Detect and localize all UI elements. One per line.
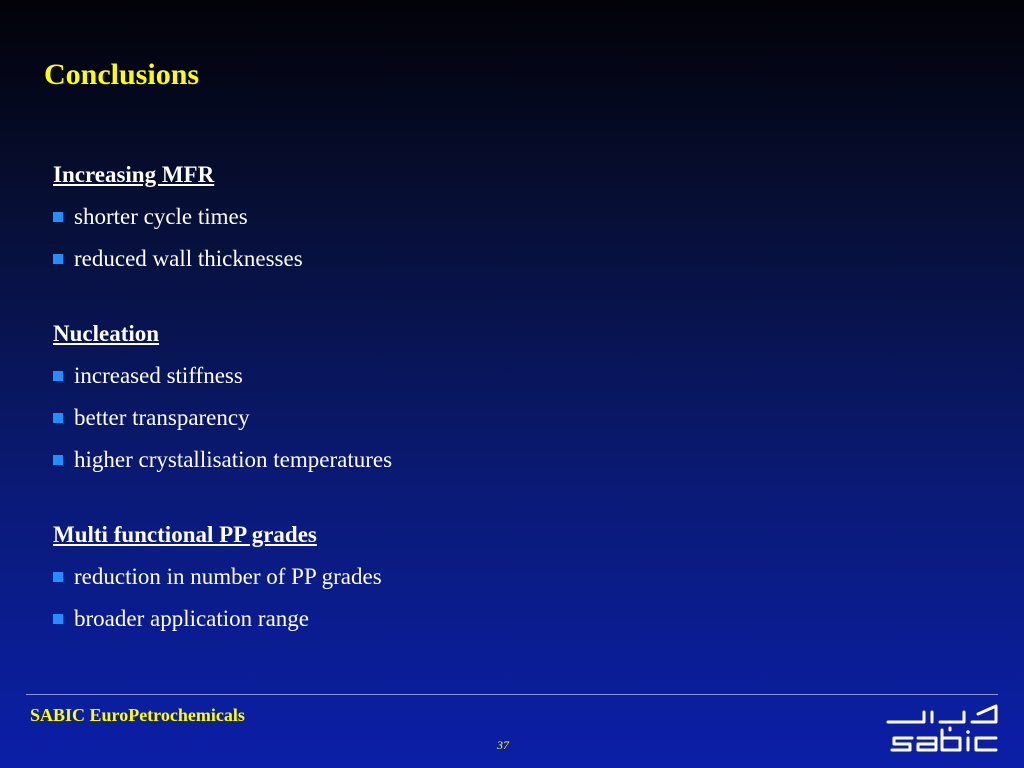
- square-bullet-icon: [53, 572, 63, 582]
- square-bullet-icon: [53, 371, 63, 381]
- bullet-item: [53, 200, 853, 242]
- square-bullet-icon: [53, 254, 63, 264]
- bullet-item: [53, 242, 853, 284]
- section-increasing-mfr: [53, 158, 853, 284]
- bullet-item: [53, 560, 853, 602]
- bullet-text: shorter cycle times: [74, 204, 248, 229]
- bullet-text: reduction in number of PP grades: [74, 564, 382, 589]
- square-bullet-icon: [53, 413, 63, 423]
- page-number: 37: [497, 738, 509, 752]
- sabic-logo-icon: [884, 700, 1002, 756]
- bullet-text: higher crystallisation temperatures: [74, 447, 393, 472]
- footer-divider: [26, 694, 998, 695]
- bullet-item: [53, 443, 853, 485]
- bullet-item: [53, 401, 853, 443]
- bullet-item: [53, 602, 853, 644]
- bullet-text: broader application range: [74, 606, 309, 631]
- section-heading: Increasing MFR: [53, 162, 215, 187]
- bullet-text: better transparency: [74, 405, 250, 430]
- square-bullet-icon: [53, 455, 63, 465]
- footer-company: SABIC EuroPetrochemicals: [30, 705, 245, 725]
- slide-title: Conclusions: [44, 58, 200, 91]
- section-heading: Nucleation: [53, 321, 160, 346]
- bullet-item: [53, 359, 853, 401]
- bullet-text: reduced wall thicknesses: [74, 246, 303, 271]
- square-bullet-icon: [53, 614, 63, 624]
- section-nucleation: [53, 317, 853, 485]
- section-heading: Multi functional PP grades: [53, 522, 317, 547]
- square-bullet-icon: [53, 212, 63, 222]
- section-multi-functional-pp: [53, 518, 853, 644]
- bullet-text: increased stiffness: [74, 363, 243, 388]
- slide-content: [53, 158, 853, 677]
